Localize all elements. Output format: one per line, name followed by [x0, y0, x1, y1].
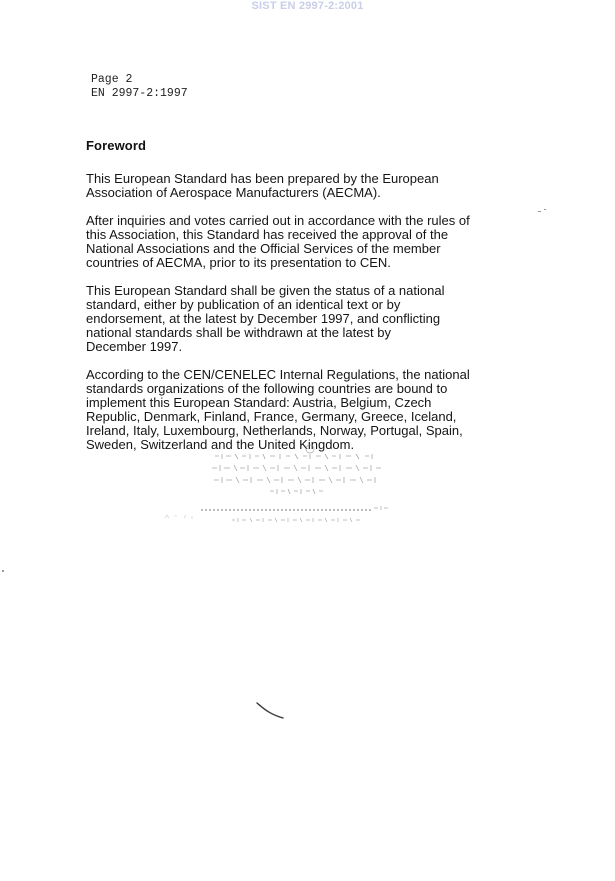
- document-number: EN 2997-2:1997: [91, 87, 188, 100]
- paragraph-3: This European Standard shall be given the status of a national standard, either by publication of an identical text or by endorsement, at the latest by December 1997, and conflicting national standards shall be withdrawn at the latest by December 1997.: [86, 283, 445, 354]
- paragraph-1: This European Standard has been prepared by the European Association of Aerospace Manufacturers (AECMA).: [86, 171, 439, 200]
- paragraph-4: According to the CEN/CENELEC Internal Regulations, the national standards organizations of the following countries are bound to implement this European Standard: Austria, Belgium, Czech Republic, Denmark, Finland, France, Germany, Greece, Iceland, Ireland, Italy, Luxembourg, Netherlands, Norway, Portugal, Spain, Sweden, Switzerland and the United Kingdom.: [86, 367, 470, 452]
- page-label: Page 2: [91, 73, 133, 86]
- section-title: Foreword: [86, 138, 147, 153]
- watermark: SIST EN 2997-2:2001: [251, 0, 364, 12]
- paragraph-2: After inquiries and votes carried out in accordance with the rules of this Association, this Standard has received the approval of the National Associations and the Official Services of the member countries of AECMA, prior to its presentation to CEN.: [86, 213, 470, 270]
